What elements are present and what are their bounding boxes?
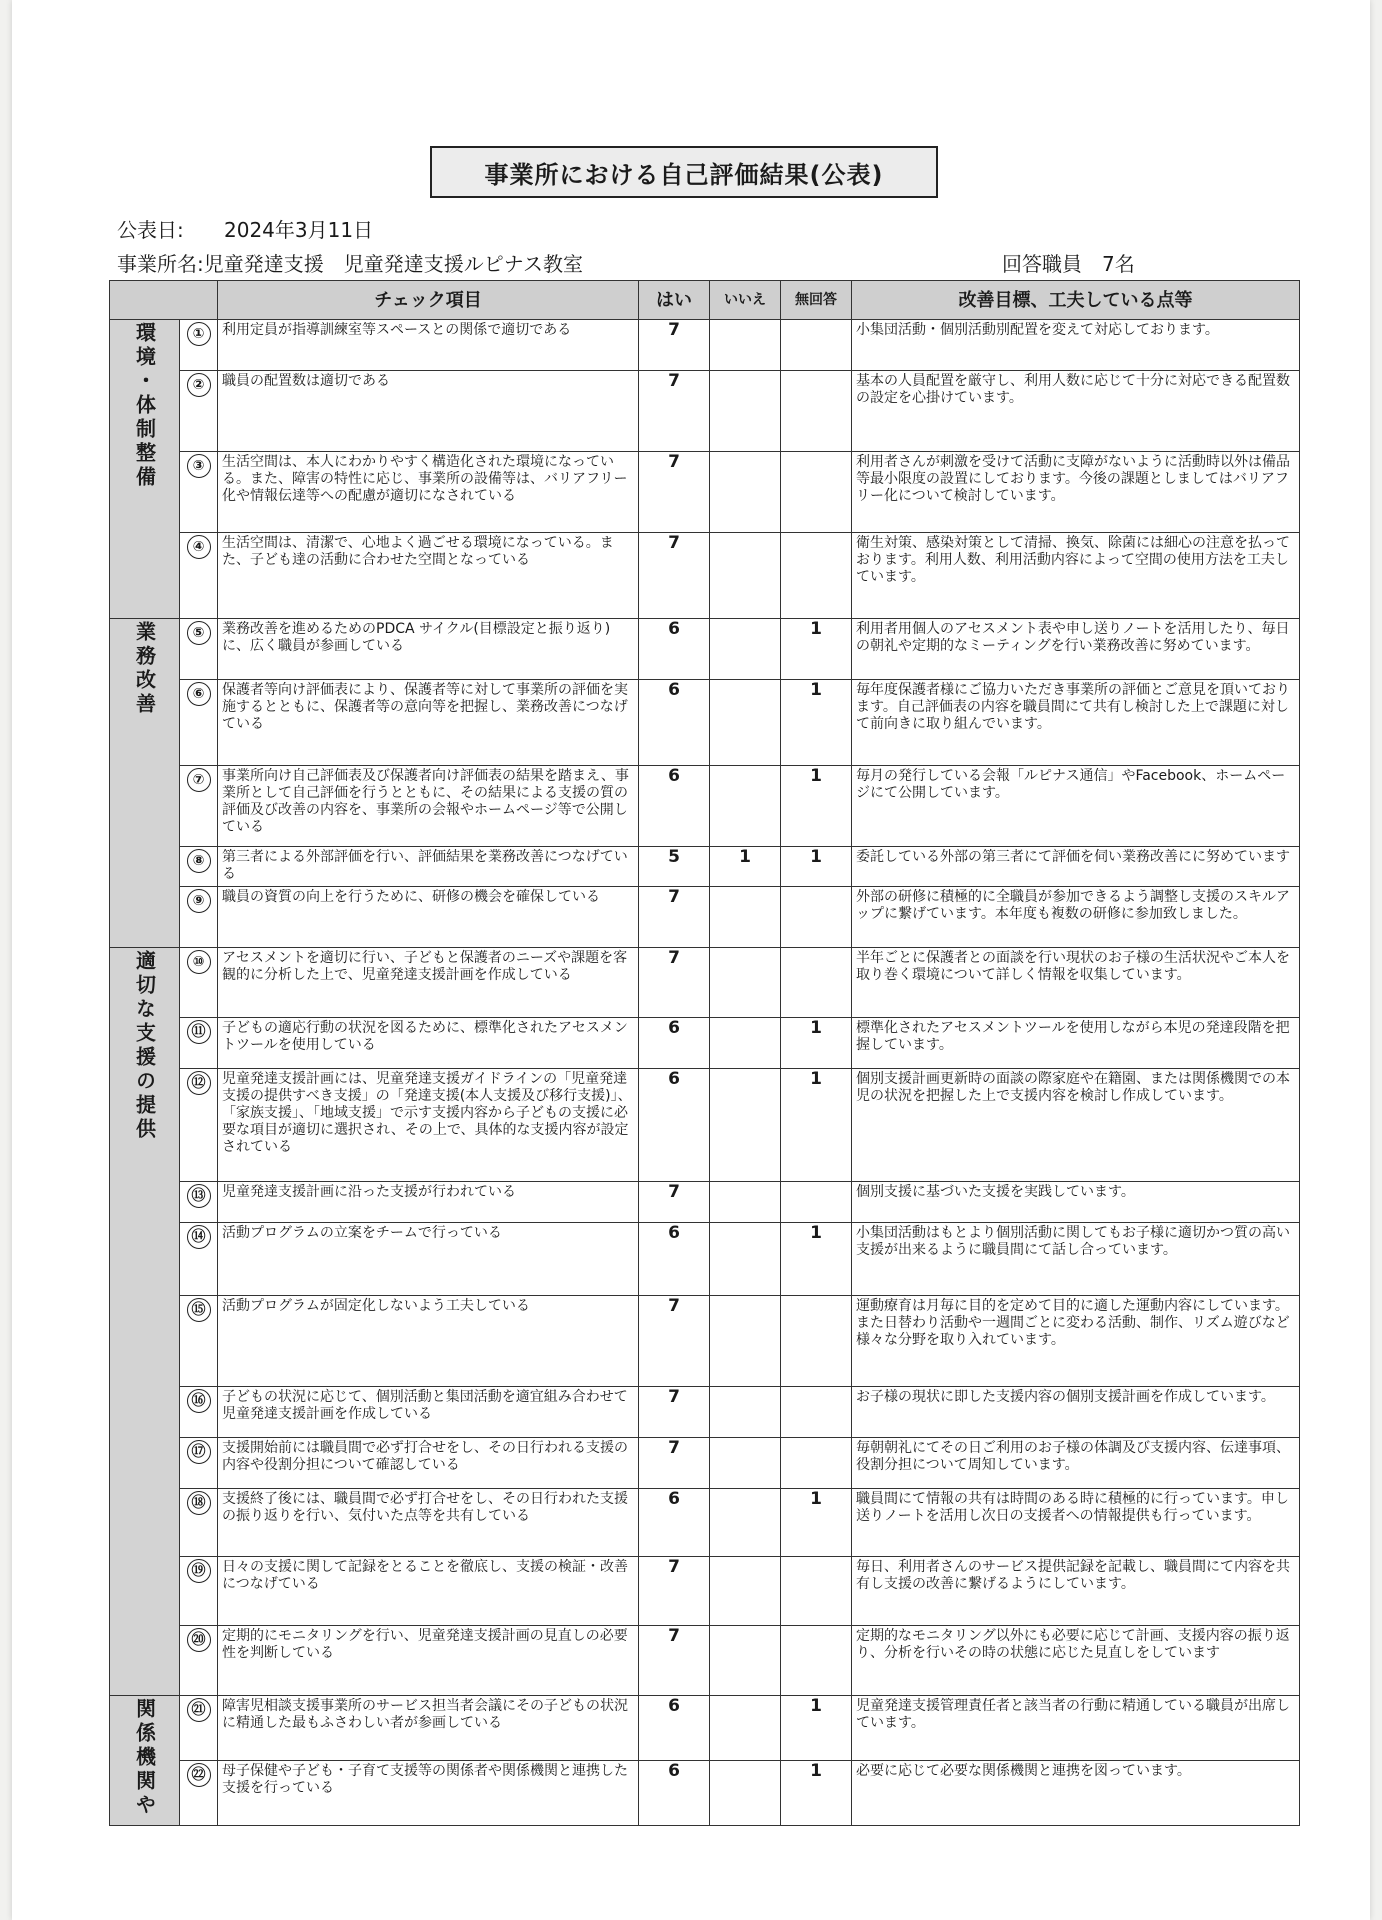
no-answer-count: 1: [781, 847, 852, 887]
check-item-text: 業務改善を進めるためのPDCA サイクル(目標設定と振り返り)に、広く職員が参画している: [218, 619, 639, 680]
yes-count: 7: [639, 1626, 710, 1696]
item-number-cell: [180, 680, 218, 766]
check-item-text: 支援開始前には職員間で必ず打合せをし、その日行われる支援の内容や役割分担について確認している: [218, 1438, 639, 1489]
no-answer-count: [781, 533, 852, 619]
check-item-text: 活動プログラムの立案をチームで行っている: [218, 1223, 639, 1296]
item-number: ⑮: [187, 1298, 211, 1322]
no-count: [710, 452, 781, 533]
table-row: [110, 680, 1300, 766]
no-count: [710, 1626, 781, 1696]
yes-count: 6: [639, 766, 710, 847]
no-answer-count: 1: [781, 1696, 852, 1761]
check-item-text: 障害児相談支援事業所のサービス担当者会議にその子どもの状況に精通した最もふさわしい者が参画している: [218, 1696, 639, 1761]
table-row: [110, 766, 1300, 847]
item-number: ⑦: [187, 768, 211, 792]
no-count: [710, 1557, 781, 1626]
item-number-cell: [180, 766, 218, 847]
item-number: ③: [187, 454, 211, 478]
check-item-text: 生活空間は、清潔で、心地よく過ごせる環境になっている。また、子ども達の活動に合わせた空間となっている: [218, 533, 639, 619]
improvement-note: 毎日、利用者さんのサービス提供記録を記載し、職員間にて内容を共有し支援の改善に繋げるようにしています。: [852, 1557, 1300, 1626]
no-count: [710, 1296, 781, 1387]
item-number-cell: [180, 1438, 218, 1489]
item-number-cell: [180, 1696, 218, 1761]
table-row: [110, 847, 1300, 887]
category-label: [110, 1696, 180, 1826]
table-row: [110, 1438, 1300, 1489]
yes-count: 7: [639, 1387, 710, 1438]
table-row: [110, 1296, 1300, 1387]
no-answer-count: [781, 887, 852, 948]
no-answer-count: [781, 1557, 852, 1626]
no-answer-count: 1: [781, 766, 852, 847]
item-number: ⑪: [187, 1020, 211, 1044]
table-row: [110, 1018, 1300, 1069]
no-count: [710, 619, 781, 680]
respondent-count: 回答職員 7名: [1002, 252, 1135, 276]
item-number-cell: [180, 452, 218, 533]
no-answer-count: 1: [781, 1018, 852, 1069]
item-number: ②: [187, 373, 211, 397]
improvement-note: 個別支援計画更新時の面談の際家庭や在籍園、または関係機関での本児の状況を把握した上で支援内容を検討し作成しています。: [852, 1069, 1300, 1182]
document-page: [12, 0, 1370, 1920]
check-item-text: 子どもの適応行動の状況を図るために、標準化されたアセスメントツールを使用している: [218, 1018, 639, 1069]
table-row: [110, 1489, 1300, 1557]
check-item-text: 第三者による外部評価を行い、評価結果を業務改善につなげている: [218, 847, 639, 887]
no-count: [710, 1182, 781, 1223]
item-number-cell: [180, 1223, 218, 1296]
table-header-row: [110, 281, 1300, 320]
check-item-text: アセスメントを適切に行い、子どもと保護者のニーズや課題を客観的に分析した上で、児童発達支援計画を作成している: [218, 948, 639, 1018]
improvement-note: 半年ごとに保護者との面談を行い現状のお子様の生活状況やご本人を取り巻く環境について詳しく情報を収集しています。: [852, 948, 1300, 1018]
yes-count: 6: [639, 1018, 710, 1069]
item-number: ⑥: [187, 682, 211, 706]
item-number-cell: [180, 1761, 218, 1826]
no-answer-count: 1: [781, 680, 852, 766]
item-number: ⑫: [187, 1071, 211, 1095]
item-number-cell: [180, 320, 218, 371]
item-number: ⑲: [187, 1559, 211, 1583]
item-number-cell: [180, 1626, 218, 1696]
table-row: [110, 948, 1300, 1018]
no-answer-count: [781, 1387, 852, 1438]
yes-count: 7: [639, 1296, 710, 1387]
no-answer-count: 1: [781, 1223, 852, 1296]
no-answer-count: 1: [781, 1761, 852, 1826]
improvement-note: 毎月の発行している会報「ルピナス通信」やFacebook、ホームページにて公開しています。: [852, 766, 1300, 847]
no-count: 1: [710, 847, 781, 887]
yes-count: 7: [639, 1438, 710, 1489]
table-row: [110, 1626, 1300, 1696]
table-row: [110, 887, 1300, 948]
table-row: [110, 619, 1300, 680]
item-number-cell: [180, 1182, 218, 1223]
item-number: ⑬: [187, 1184, 211, 1208]
improvement-note: 外部の研修に積極的に全職員が参加できるよう調整し支援のスキルアップに繋げています。本年度も複数の研修に参加致しました。: [852, 887, 1300, 948]
check-item-text: 児童発達支援計画には、児童発達支援ガイドラインの「児童発達支援の提供すべき支援」の「発達支援(本人支援及び移行支援)」、「家族支援」、「地域支援」で示す支援内容から子どもの支援に必要な項目が適切に選択され、その上で、具体的な支援内容が設定されている: [218, 1069, 639, 1182]
item-number-cell: [180, 1387, 218, 1438]
office-name: 事業所名:児童発達支援 児童発達支援ルピナス教室: [117, 252, 583, 276]
no-answer-count: 1: [781, 1069, 852, 1182]
improvement-note: 職員間にて情報の共有は時間のある時に積極的に行っています。申し送りノートを活用し次日の支援者への情報提供も行っています。: [852, 1489, 1300, 1557]
item-number: ①: [187, 322, 211, 346]
check-item-text: 日々の支援に関して記録をとることを徹底し、支援の検証・改善につなげている: [218, 1557, 639, 1626]
item-number-cell: [180, 1296, 218, 1387]
table-row: [110, 1696, 1300, 1761]
improvement-note: 個別支援に基づいた支援を実践しています。: [852, 1182, 1300, 1223]
yes-count: 7: [639, 533, 710, 619]
check-item-text: 定期的にモニタリングを行い、児童発達支援計画の見直しの必要性を判断している: [218, 1626, 639, 1696]
item-number-cell: [180, 847, 218, 887]
item-number: ⑳: [187, 1628, 211, 1652]
no-answer-count: [781, 371, 852, 452]
item-number: ㉑: [187, 1698, 211, 1722]
improvement-note: 基本の人員配置を厳守し、利用人数に応じて十分に対応できる配置数の設定を心掛けています。: [852, 371, 1300, 452]
yes-count: 6: [639, 619, 710, 680]
evaluation-table: [109, 280, 1300, 1826]
no-count: [710, 371, 781, 452]
item-number: ⑤: [187, 621, 211, 645]
no-count: [710, 1223, 781, 1296]
no-answer-count: [781, 1182, 852, 1223]
no-answer-count: 1: [781, 1489, 852, 1557]
no-count: [710, 766, 781, 847]
no-count: [710, 680, 781, 766]
item-number: ⑱: [187, 1491, 211, 1515]
no-count: [710, 1018, 781, 1069]
no-answer-count: [781, 452, 852, 533]
yes-count: 6: [639, 1761, 710, 1826]
no-answer-count: [781, 320, 852, 371]
table-row: [110, 1182, 1300, 1223]
check-item-text: 事業所向け自己評価表及び保護者向け評価表の結果を踏まえ、事業所として自己評価を行うとともに、その結果による支援の質の評価及び改善の内容を、事業所の会報やホームページ等で公開している: [218, 766, 639, 847]
table-row: [110, 320, 1300, 371]
improvement-note: 必要に応じて必要な関係機関と連携を図っています。: [852, 1761, 1300, 1826]
item-number: ㉒: [187, 1763, 211, 1787]
improvement-note: 標準化されたアセスメントツールを使用しながら本児の発達段階を把握しています。: [852, 1018, 1300, 1069]
no-answer-count: [781, 1626, 852, 1696]
check-item-text: 児童発達支援計画に沿った支援が行われている: [218, 1182, 639, 1223]
check-item-text: 支援終了後には、職員間で必ず打合せをし、その日行われた支援の振り返りを行い、気付いた点等を共有している: [218, 1489, 639, 1557]
yes-count: 7: [639, 887, 710, 948]
no-answer-count: [781, 948, 852, 1018]
check-item-text: 職員の資質の向上を行うために、研修の機会を確保している: [218, 887, 639, 948]
table-row: [110, 1387, 1300, 1438]
yes-count: 7: [639, 320, 710, 371]
no-count: [710, 1438, 781, 1489]
category-text: 環境・体制整備: [132, 322, 157, 490]
no-count: [710, 1069, 781, 1182]
improvement-note: 利用者用個人のアセスメント表や申し送りノートを活用したり、毎日の朝礼や定期的なミーティングを行い業務改善に努めています。: [852, 619, 1300, 680]
yes-count: 6: [639, 1696, 710, 1761]
table-row: [110, 533, 1300, 619]
check-item-text: 利用定員が指導訓練室等スペースとの関係で適切である: [218, 320, 639, 371]
yes-count: 6: [639, 680, 710, 766]
no-count: [710, 887, 781, 948]
item-number-cell: [180, 1069, 218, 1182]
improvement-note: お子様の現状に即した支援内容の個別支援計画を作成しています。: [852, 1387, 1300, 1438]
no-answer-count: [781, 1296, 852, 1387]
item-number: ④: [187, 535, 211, 559]
category-label: [110, 320, 180, 619]
item-number: ⑭: [187, 1225, 211, 1249]
item-number-cell: [180, 887, 218, 948]
no-count: [710, 1761, 781, 1826]
no-count: [710, 533, 781, 619]
improvement-note: 利用者さんが刺激を受けて活動に支障がないように活動時以外は備品等最小限度の設置にしております。今後の課題としましてはバリアフリー化について検討しています。: [852, 452, 1300, 533]
improvement-note: 運動療育は月毎に目的を定めて目的に適した運動内容にしています。また日替わり活動や一週間ごとに変わる活動、制作、リズム遊びなど様々な分野を取り入れています。: [852, 1296, 1300, 1387]
check-item-text: 職員の配置数は適切である: [218, 371, 639, 452]
table-row: [110, 1223, 1300, 1296]
table-row: [110, 452, 1300, 533]
no-count: [710, 948, 781, 1018]
item-number-cell: [180, 533, 218, 619]
table-row: [110, 1069, 1300, 1182]
yes-count: 7: [639, 452, 710, 533]
table-row: [110, 1557, 1300, 1626]
document-title: 事業所における自己評価結果(公表): [430, 146, 938, 198]
item-number: ⑯: [187, 1389, 211, 1413]
item-number-cell: [180, 1018, 218, 1069]
yes-count: 7: [639, 1182, 710, 1223]
category-text: 業務改善: [132, 621, 157, 717]
check-item-text: 子どもの状況に応じて、個別活動と集団活動を適宜組み合わせて児童発達支援計画を作成している: [218, 1387, 639, 1438]
item-number: ⑰: [187, 1440, 211, 1464]
publish-date-label: 公表日:: [117, 218, 184, 242]
improvement-note: 衛生対策、感染対策として清掃、換気、除菌には細心の注意を払っております。利用人数、利用活動内容によって空間の使用方法を工夫しています。: [852, 533, 1300, 619]
item-number-cell: [180, 1489, 218, 1557]
publish-date: 2024年3月11日: [224, 218, 374, 242]
item-number: ⑨: [187, 889, 211, 913]
yes-count: 6: [639, 1069, 710, 1182]
no-answer-count: [781, 1438, 852, 1489]
yes-count: 7: [639, 371, 710, 452]
item-number: ⑩: [187, 950, 211, 974]
check-item-text: 活動プログラムが固定化しないよう工夫している: [218, 1296, 639, 1387]
category-text: 適切な支援の提供: [132, 950, 157, 1142]
improvement-note: 児童発達支援管理責任者と該当者の行動に精通している職員が出席しています。: [852, 1696, 1300, 1761]
yes-count: 7: [639, 948, 710, 1018]
category-label: [110, 948, 180, 1696]
header-no: いいえ: [710, 281, 781, 320]
improvement-note: 定期的なモニタリング以外にも必要に応じて計画、支援内容の振り返り、分析を行いその時の状態に応じた見直しをしています: [852, 1626, 1300, 1696]
no-count: [710, 1489, 781, 1557]
header-no-answer: 無回答: [781, 281, 852, 320]
no-answer-count: 1: [781, 619, 852, 680]
category-text: 関係機関や: [132, 1698, 157, 1818]
item-number-cell: [180, 948, 218, 1018]
yes-count: 7: [639, 1557, 710, 1626]
yes-count: 6: [639, 1489, 710, 1557]
improvement-note: 毎朝朝礼にてその日ご利用のお子様の体調及び支援内容、伝達事項、役割分担について周知しています。: [852, 1438, 1300, 1489]
category-label: [110, 619, 180, 948]
header-blank: [110, 281, 218, 320]
improvement-note: 小集団活動・個別活動別配置を変えて対応しております。: [852, 320, 1300, 371]
table-row: [110, 1761, 1300, 1826]
check-item-text: 保護者等向け評価表により、保護者等に対して事業所の評価を実施するとともに、保護者等の意向等を把握し、業務改善につなげている: [218, 680, 639, 766]
yes-count: 5: [639, 847, 710, 887]
improvement-note: 委託している外部の第三者にて評価を伺い業務改善にに努めています: [852, 847, 1300, 887]
header-check-item: チェック項目: [218, 281, 639, 320]
yes-count: 6: [639, 1223, 710, 1296]
no-count: [710, 1696, 781, 1761]
header-notes: 改善目標、工夫している点等: [852, 281, 1300, 320]
item-number: ⑧: [187, 849, 211, 873]
header-yes: はい: [639, 281, 710, 320]
item-number-cell: [180, 371, 218, 452]
check-item-text: 生活空間は、本人にわかりやすく構造化された環境になっている。また、障害の特性に応じ、事業所の設備等は、バリアフリー化や情報伝達等への配慮が適切になされている: [218, 452, 639, 533]
improvement-note: 毎年度保護者様にご協力いただき事業所の評価とご意見を頂いております。自己評価表の内容を職員間にて共有し検討した上で課題に対して前向きに取り組んでいます。: [852, 680, 1300, 766]
improvement-note: 小集団活動はもとより個別活動に関してもお子様に適切かつ質の高い支援が出来るように職員間にて話し合っています。: [852, 1223, 1300, 1296]
no-count: [710, 1387, 781, 1438]
table-row: [110, 371, 1300, 452]
item-number-cell: [180, 1557, 218, 1626]
check-item-text: 母子保健や子ども・子育て支援等の関係者や関係機関と連携した支援を行っている: [218, 1761, 639, 1826]
no-count: [710, 320, 781, 371]
item-number-cell: [180, 619, 218, 680]
